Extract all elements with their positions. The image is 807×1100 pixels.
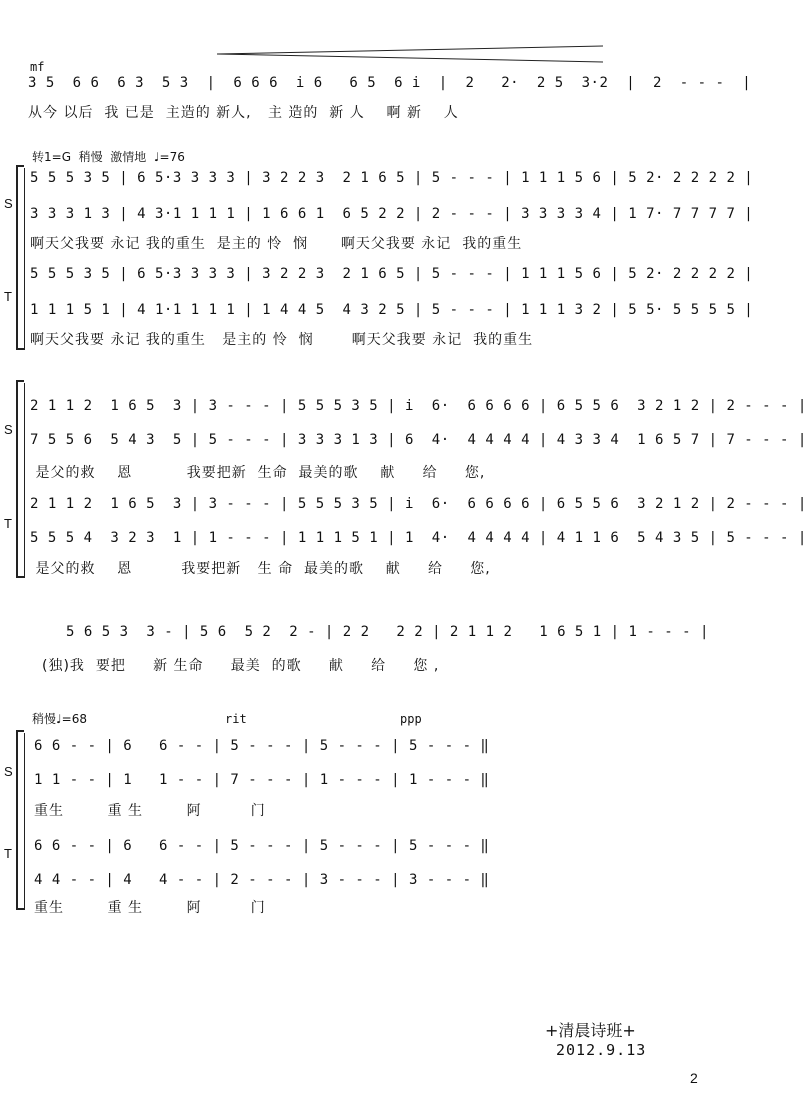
page-number: 2 [690, 1070, 698, 1086]
soprano-label: S [4, 422, 13, 437]
solo-lyrics: (独)我 要把 新 生命 最美 的歌 献 给 您 , [42, 658, 440, 674]
choir-signature: +清晨诗班+ [545, 1021, 636, 1040]
tenor-upper-line: 6 6 - - | 6 6 - - | 5 - - - | 5 - - - | 5 - - - ‖ [34, 838, 490, 854]
date: 2012.9.13 [556, 1041, 647, 1059]
system-barline [24, 733, 25, 910]
tenor-lower-line: 1 1 1 5 1 | 4 1·1 1 1 1 | 1 4 4 5 4 3 2 5 | 5 - - - | 1 1 1 3 2 | 5 5· 5 5 5 5 | [30, 302, 754, 318]
tenor-upper-line: 2 1 1 2 1 6 5 3 | 3 - - - | 5 5 5 3 5 | i 6· 6 6 6 6 | 6 5 5 6 3 2 1 2 | 2 - - - | [30, 496, 807, 512]
tempo-marking: 稍慢♩=68 [32, 712, 87, 726]
key-tempo-marking: 转1=G 稍慢 激情地 ♩=76 [32, 150, 185, 164]
tenor-upper-line: 5 5 5 3 5 | 6 5·3 3 3 3 | 3 2 2 3 2 1 6 5 | 5 - - - | 1 1 1 5 6 | 5 2· 2 2 2 2 | [30, 266, 754, 282]
soprano-upper-line: 5 5 5 3 5 | 6 5·3 3 3 3 | 3 2 2 3 2 1 6 5 | 5 - - - | 1 1 1 5 6 | 5 2· 2 2 2 2 | [30, 170, 754, 186]
tenor-lower-line: 5 5 5 4 3 2 3 1 | 1 - - - | 1 1 1 5 1 | 1 4· 4 4 4 4 | 4 1 1 6 5 4 3 5 | 5 - - - | [30, 530, 807, 546]
tenor-label: T [4, 846, 12, 861]
soprano-lyrics: 是父的救 恩 我要把新 生命 最美的歌 献 给 您, [30, 465, 486, 481]
soprano-lyrics: 重生 重 生 阿 门 [34, 803, 266, 819]
tenor-lyrics: 重生 重 生 阿 门 [34, 900, 266, 916]
soprano-upper-line: 6 6 - - | 6 6 - - | 5 - - - | 5 - - - | 5 - - - ‖ [34, 738, 490, 754]
soprano-label: S [4, 764, 13, 779]
soprano-lower-line: 3 3 3 1 3 | 4 3·1 1 1 1 | 1 6 6 1 6 5 2 2 | 2 - - - | 3 3 3 3 4 | 1 7· 7 7 7 7 | [30, 206, 754, 222]
soprano-lower-line: 1 1 - - | 1 1 - - | 7 - - - | 1 - - - | 1 - - - ‖ [34, 772, 490, 788]
system-barline [24, 168, 25, 350]
dynamic-marking: mf [30, 60, 45, 74]
system-bracket [16, 730, 18, 910]
system-barline [24, 383, 25, 578]
lyrics-line: 从今 以后 我 已是 主造的 新人, 主 造的 新 人 啊 新 人 [28, 105, 459, 121]
tenor-label: T [4, 289, 12, 304]
soprano-upper-line: 2 1 1 2 1 6 5 3 | 3 - - - | 5 5 5 3 5 | i 6· 6 6 6 6 | 6 5 5 6 3 2 1 2 | 2 - - - | [30, 398, 807, 414]
rit-marking: rit [225, 712, 247, 726]
tenor-lyrics: 啊天父我要 永记 我的重生 是主的 怜 悯 啊天父我要 永记 我的重生 [30, 332, 534, 348]
tenor-label: T [4, 516, 12, 531]
system-bracket [16, 165, 18, 350]
system-bracket [16, 380, 18, 578]
dynamic-marking: ppp [400, 712, 422, 726]
tenor-lyrics: 是父的救 恩 我要把新 生 命 最美的歌 献 给 您, [30, 561, 491, 577]
soprano-label: S [4, 196, 13, 211]
decrescendo-hairpin [215, 44, 605, 64]
solo-melody-line: 5 6 5 3 3 - | 5 6 5 2 2 - | 2 2 2 2 | 2 1 1 2 1 6 5 1 | 1 - - - | [66, 624, 709, 640]
tenor-lower-line: 4 4 - - | 4 4 - - | 2 - - - | 3 - - - | 3 - - - ‖ [34, 872, 490, 888]
soprano-lyrics: 啊天父我要 永记 我的重生 是主的 怜 悯 啊天父我要 永记 我的重生 [30, 236, 523, 252]
melody-line: 3 5 6 6 6 3 5 3 | 6 6 6 i 6 6 5 6 i | 2 2· 2 5 3·2 | 2 - - - | [28, 75, 752, 91]
soprano-lower-line: 7 5 5 6 5 4 3 5 | 5 - - - | 3 3 3 1 3 | 6 4· 4 4 4 4 | 4 3 3 4 1 6 5 7 | 7 - - - | [30, 432, 807, 448]
